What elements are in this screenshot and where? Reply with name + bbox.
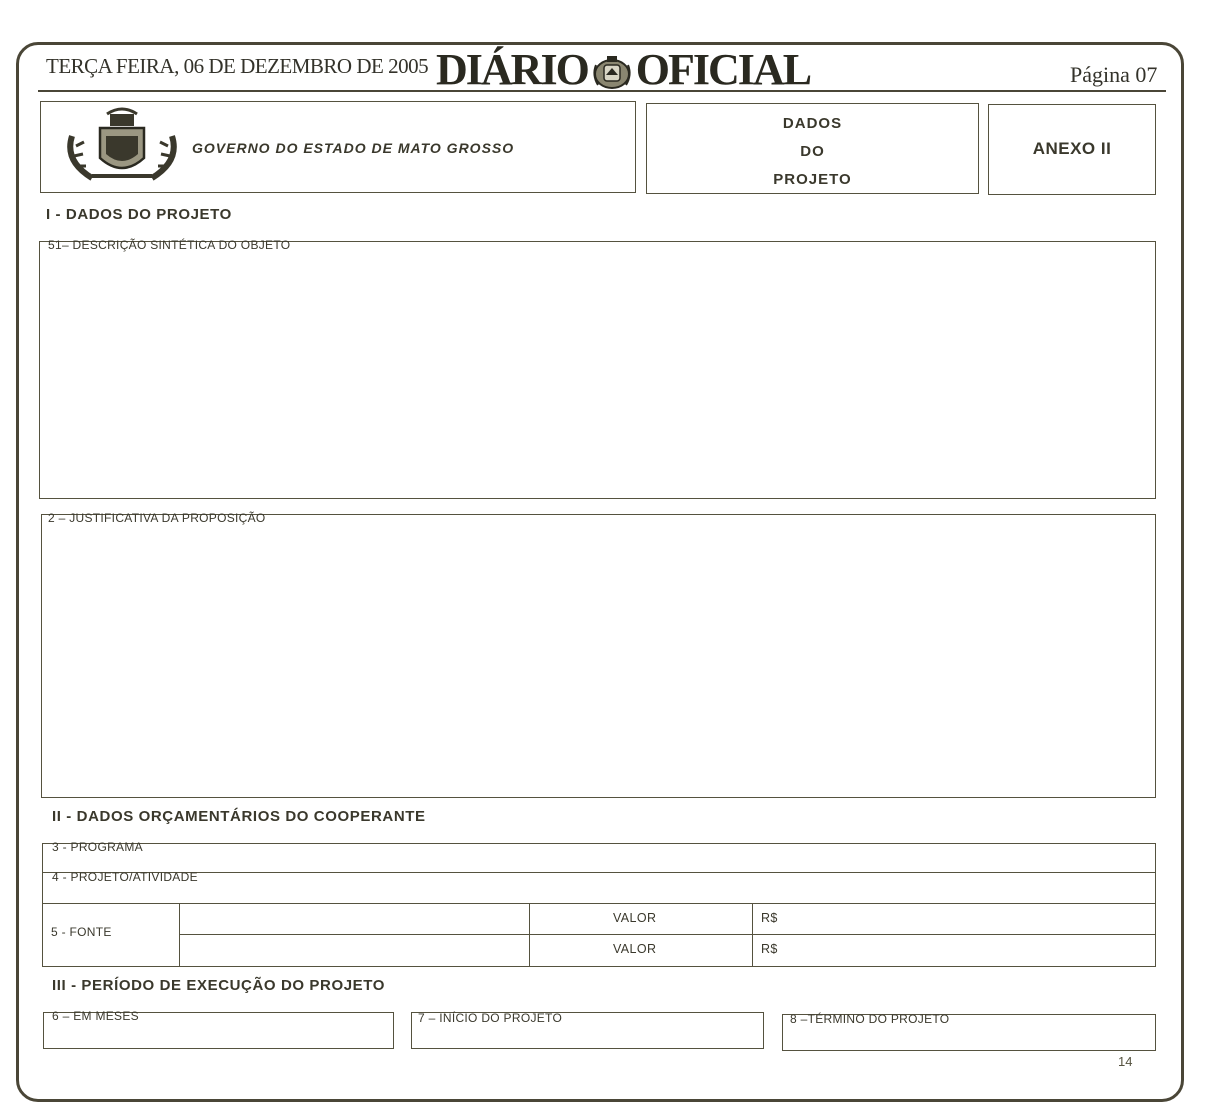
annex-label: ANEXO II	[1032, 139, 1112, 158]
valor-column-divider	[529, 903, 530, 966]
page-number: Página 07	[1070, 62, 1158, 87]
budget-row-divider-1	[42, 872, 1156, 873]
section-3-heading: III - PERÍODO DE EXECUÇÃO DO PROJETO	[52, 977, 386, 994]
government-title: GOVERNO DO ESTADO DE MATO GROSSO	[192, 140, 515, 156]
justificativa-label: 2 – JUSTIFICATIVA DA PROPOSIÇÃO	[48, 511, 266, 525]
fonte-input-1[interactable]	[181, 905, 527, 933]
masthead-rule	[38, 90, 1166, 92]
termino-projeto-label: 8 –TÉRMINO DO PROJETO	[790, 1012, 950, 1026]
projeto-atividade-label: 4 - PROJETO/ATIVIDADE	[52, 870, 198, 884]
programa-input[interactable]	[42, 853, 1156, 872]
fonte-column-divider	[179, 903, 180, 966]
em-meses-label: 6 – EM MESES	[52, 1009, 139, 1023]
valor-label-2: VALOR	[613, 942, 657, 956]
dados-projeto-label	[646, 110, 979, 194]
programa-label: 3 - PROGRAMA	[52, 840, 143, 854]
currency-label-2: R$	[761, 942, 778, 956]
budget-row-divider-2	[42, 903, 1156, 904]
valor-input-1[interactable]	[790, 905, 1152, 933]
fonte-label: 5 - FONTE	[51, 925, 112, 939]
dados-line-1: DADOS	[782, 115, 843, 132]
descricao-objeto-field[interactable]	[39, 241, 1156, 499]
projeto-atividade-input[interactable]	[42, 884, 1156, 903]
currency-label-1: R$	[761, 911, 778, 925]
masthead-title-right: OFICIAL	[635, 45, 811, 94]
page-mark: 14	[1118, 1054, 1133, 1069]
descricao-objeto-label: 51– DESCRIÇÃO SINTÉTICA DO OBJETO	[48, 238, 291, 252]
budget-row-divider-3	[180, 934, 1156, 935]
section-2-heading: II - DADOS ORÇAMENTÁRIOS DO COOPERANTE	[52, 808, 426, 825]
dados-line-3: PROJETO	[773, 171, 852, 188]
justificativa-field[interactable]	[41, 514, 1156, 798]
masthead-date: TERÇA FEIRA, 06 DE DEZEMBRO DE 2005	[46, 54, 429, 78]
state-coat-of-arms-icon	[62, 106, 182, 186]
masthead-title	[436, 44, 810, 95]
coat-of-arms-icon	[590, 51, 634, 89]
fonte-input-2[interactable]	[181, 936, 527, 964]
masthead-title-left: DIÁRIO	[436, 45, 588, 94]
valor-label-1: VALOR	[613, 911, 657, 925]
currency-column-divider	[752, 903, 753, 966]
valor-input-2[interactable]	[790, 936, 1152, 964]
section-1-heading: I - DADOS DO PROJETO	[46, 206, 232, 223]
inicio-projeto-label: 7 – INÍCIO DO PROJETO	[418, 1011, 563, 1025]
dados-line-2: DO	[800, 143, 825, 160]
